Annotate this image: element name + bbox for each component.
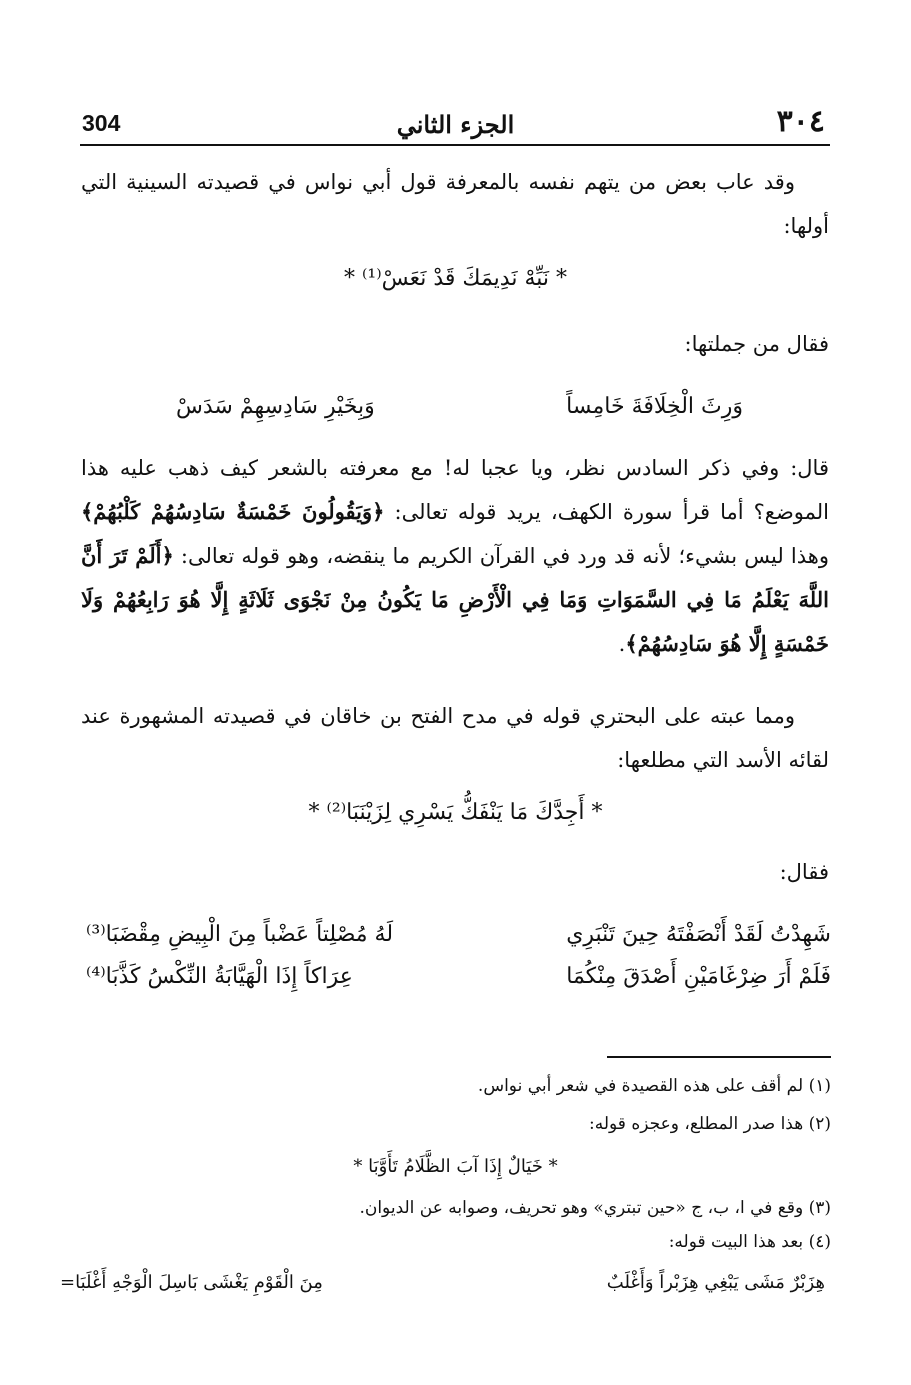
footnote-rule [607,1056,831,1058]
footnote-2-verse: * خَيَالٌ إِذَا آبَ الظَّلَامُ تَأَوَّبَا * [353,1156,558,1177]
paragraph-4: ومما عبته على البحتري قوله في مدح الفتح بن خاقان في قصيدته المشهورة عند لقائه الأسد التي مطلعها: [81,704,829,772]
page-number-arabic: ٣٠٤ [776,104,825,139]
verse-5-second-hemistich: عِرَاكاً إِذَا الْهَيَّابَةُ النِّكْسُ كَذَّبَا⁽⁴⁾ [86,964,353,989]
paragraph-3 [81,446,829,666]
quran-quote-kahf: ﴿وَيَقُولُونَ خَمْسَةٌ سَادِسُهُمْ كَلْبُهُمْ﴾ [81,499,385,524]
paragraph-3-intro: قال: وفي ذكر السادس نظر، ويا عجبا له! مع معرفته بالشعر كيف ذهب عليه هذا الموضع؟ أما قرأ سورة الكهف، يريد قوله تعالى: [81,456,829,524]
header-rule [80,144,830,146]
paragraph-3-end: . [618,632,626,656]
paragraph-2: فقال من جملتها: [684,332,829,356]
footnote-4-verse-second-hemistich: مِنَ الْقَوْمِ يَغْشَى بَاسِلَ الْوَجْهِ أَغْلَبَا= [60,1272,323,1293]
verse-5-first-hemistich: فَلَمْ أَرَ ضِرْغَامَيْنِ أَصْدَقَ مِنْكُمَا [566,964,831,989]
running-title: الجزء الثاني [396,110,515,139]
paragraph-1: وقد عاب بعض من يتهم نفسه بالمعرفة قول أبي نواس في قصيدته السينية التي أولها: [81,170,829,238]
paragraph-3-middle: وهذا ليس بشيء؛ لأنه قد ورد في القرآن الكريم ما ينقضه، وهو قوله تعالى: [173,544,829,568]
verse-abu-nuwas: * نَبِّهْ نَدِيمَكَ قَدْ نَعَسْ⁽¹⁾ * [343,266,568,291]
verse-buhturi-opening: * أَجِدَّكَ مَا يَنْفَكُّ يَسْرِي لِزَيْنَبَا⁽²⁾ * [308,800,603,825]
quran-quote-mujadala: ﴿أَلَمْ تَرَ أَنَّ اللَّهَ يَعْلَمُ مَا فِي السَّمَوَاتِ وَمَا فِي الْأَرْضِ مَا يَكُونُ مِنْ نَجْوَى ثَلَاثَةٍ إِلَّا هُوَ رَابِعُهُمْ وَلَا خَمْسَةٍ إِلَّا هُوَ سَادِسُهُمْ﴾ [81,543,829,656]
paragraph-5: فقال: [779,860,829,884]
footnote-2: (٢) هذا صدر المطلع، وعجزه قوله: [589,1114,831,1134]
footnote-4: (٤) بعد هذا البيت قوله: [668,1232,831,1252]
verse-2-first-hemistich: وَرِثَ الْخِلَافَةَ خَامِساً [566,394,743,419]
verse-2-second-hemistich: وَبِخَيْرِ سَادِسِهِمْ سَدَسْ [176,394,375,419]
page-number-latin: 304 [82,110,121,136]
verse-4-second-hemistich: لَهُ مُصْلِتاً عَضْباً مِنَ الْبِيضِ مِقْضَبَا⁽³⁾ [86,922,394,947]
footnote-4-verse-first-hemistich: هِزَبْرٌ مَشَى يَبْغِي هِزَبْراً وَأَغْلَبٌ [606,1272,825,1293]
footnote-1: (١) لم أقف على هذه القصيدة في شعر أبي نواس. [477,1076,831,1096]
footnote-3: (٣) وقع في ا، ب، ج «حين تبتري» وهو تحريف، وصوابه عن الديوان. [359,1198,831,1218]
verse-4-first-hemistich: شَهِدْتُ لَقَدْ أَنْصَفْتَهُ حِينَ تَنْبَرِي [566,922,831,947]
